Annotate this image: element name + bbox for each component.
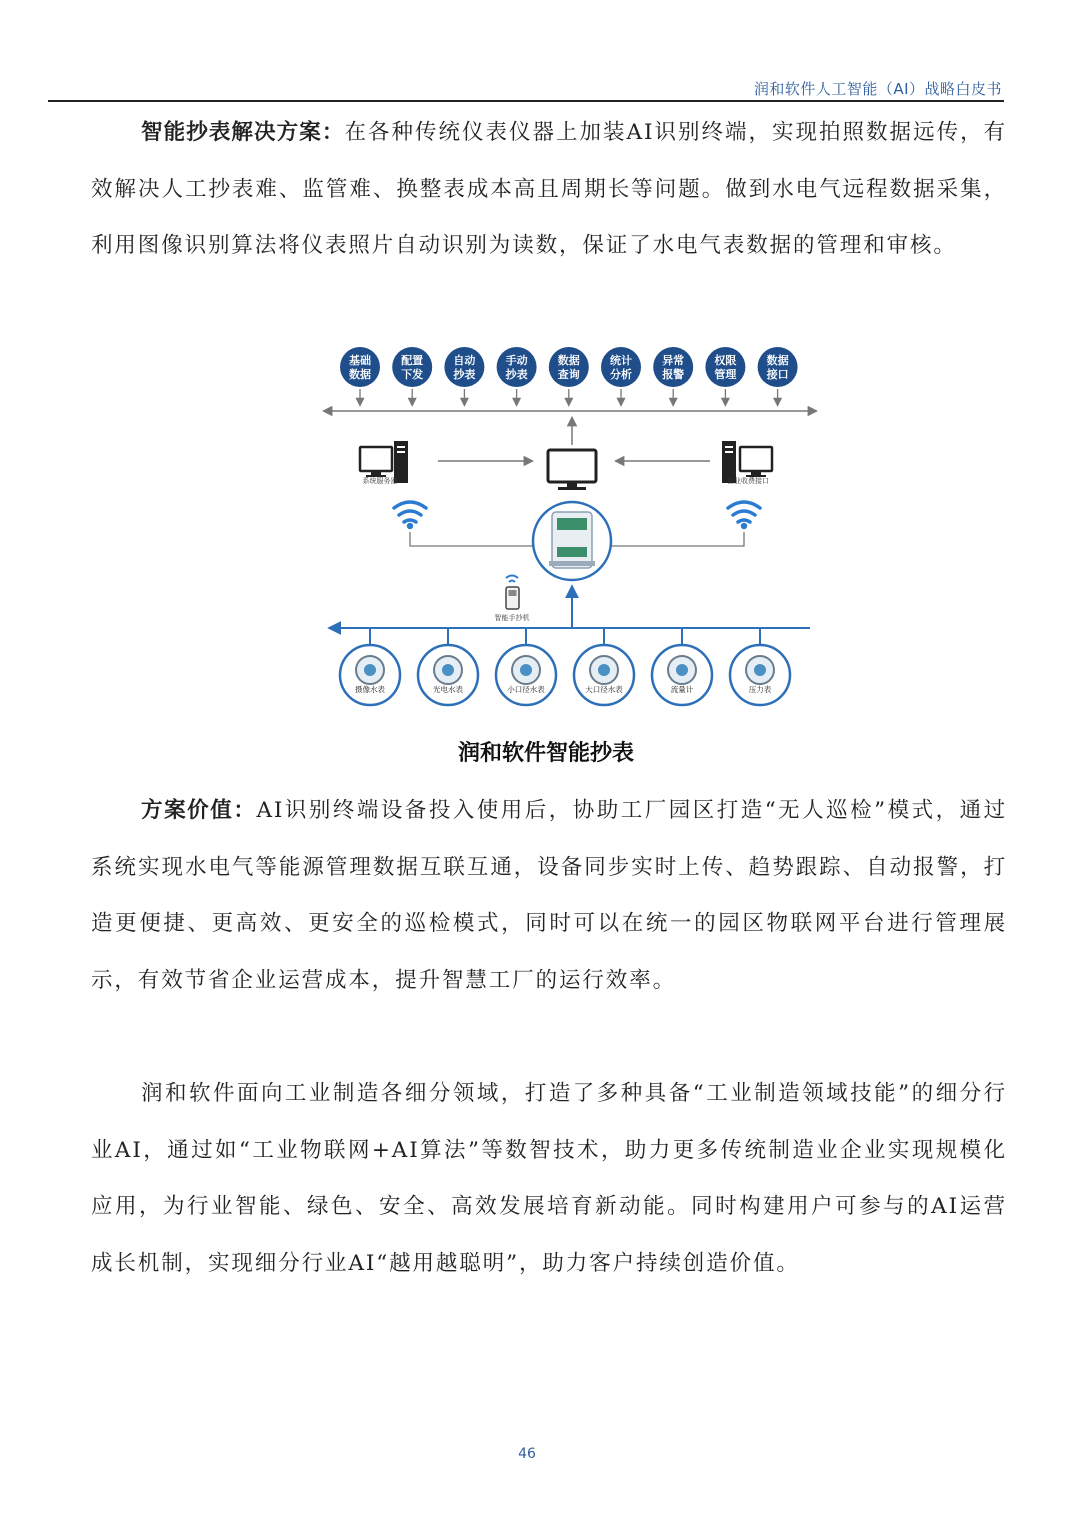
paragraph-industry-ai <box>91 1066 1007 1292</box>
meter-dial-icon <box>754 664 766 676</box>
module-label: 自动 <box>453 354 476 367</box>
module-label: 管理 <box>714 368 737 381</box>
module-数据查询 <box>549 347 589 387</box>
module-label: 抄表 <box>505 368 528 381</box>
module-circle <box>392 347 432 387</box>
module-异常报警 <box>653 347 693 387</box>
header-divider <box>48 100 1004 102</box>
module-label: 权限 <box>714 354 737 367</box>
paragraph-body: 在各种传统仪表仪器上加装AI识别终端，实现拍照数据远传，有效解决人工抄表难、监管难、换整表成本高且周期长等问题。做到水电气远程数据采集，利用图像识别算法将仪表照片自动识别为读数，保证了水电气表数据的管理和审核。 <box>91 120 1007 258</box>
module-label: 数据 <box>557 354 580 367</box>
module-自动抄表 <box>444 347 484 387</box>
meter-流量计 <box>652 628 712 705</box>
module-connectors <box>360 389 778 405</box>
module-label: 数据 <box>349 368 371 381</box>
module-label: 分析 <box>610 368 632 381</box>
meter-dial-icon <box>364 664 376 676</box>
monitor-icon <box>548 450 596 490</box>
meter-大口径水表 <box>574 628 634 705</box>
module-label: 抄表 <box>453 368 476 381</box>
right-wifi-connector <box>610 532 744 546</box>
module-label: 手动 <box>505 354 528 367</box>
module-手动抄表 <box>497 347 537 387</box>
module-label: 下发 <box>401 368 424 381</box>
module-数据接口 <box>758 347 798 387</box>
module-label: 查询 <box>557 368 580 381</box>
meter-小口径水表 <box>496 628 556 705</box>
module-基础数据 <box>340 347 380 387</box>
paragraph-smart-meter-solution <box>91 105 1007 275</box>
module-circle <box>653 347 693 387</box>
header-title: 润和软件人工智能（AI）战略白皮书 <box>753 80 1002 98</box>
meter-摄像水表 <box>340 628 400 705</box>
module-label: 统计 <box>610 354 632 367</box>
ai-terminal-device-icon <box>533 502 611 580</box>
module-label: 数据 <box>766 354 789 367</box>
wifi-icon-left <box>394 502 426 528</box>
module-circle <box>705 347 745 387</box>
meter-label: 摄像水表 <box>355 685 385 694</box>
module-circle <box>758 347 798 387</box>
module-circle <box>497 347 537 387</box>
module-row <box>340 347 798 387</box>
module-配置下发 <box>392 347 432 387</box>
meter-dial-icon <box>520 664 532 676</box>
wifi-icon-right <box>728 502 760 528</box>
handheld-reader-icon <box>506 576 519 610</box>
module-label: 配置 <box>401 354 424 367</box>
figure-caption: 润和软件智能抄表 <box>457 741 634 766</box>
meter-label: 压力表 <box>748 685 772 694</box>
page-number: 46 <box>518 1446 536 1462</box>
module-label: 基础 <box>349 354 371 367</box>
module-label: 报警 <box>662 368 685 381</box>
module-统计分析 <box>601 347 641 387</box>
meter-label: 光电水表 <box>433 685 463 694</box>
meter-label: 流量计 <box>670 685 694 694</box>
billing-label: 营业收费接口 <box>727 477 769 485</box>
meter-光电水表 <box>418 628 478 705</box>
module-circle <box>549 347 589 387</box>
module-circle <box>444 347 484 387</box>
meter-row <box>340 628 790 705</box>
left-wifi-connector <box>410 532 534 546</box>
module-circle <box>601 347 641 387</box>
paragraph-body: 润和软件面向工业制造各细分领域，打造了多种具备“工业制造领域技能”的细分行业AI，通过如“工业物联网+AI算法”等数智技术，助力更多传统制造业企业实现规模化应用，为行业智能、绿色、安全、高效发展培育新动能。同时构建用户可参与的AI运营成长机制，实现细分行业AI“越用越聪明”，助力客户持续创造价值。 <box>91 1081 1007 1276</box>
meter-dial-icon <box>598 664 610 676</box>
meter-dial-icon <box>676 664 688 676</box>
meter-label: 小口径水表 <box>507 685 545 694</box>
module-label: 接口 <box>766 368 789 381</box>
paragraph-solution-value <box>91 783 1007 1009</box>
paragraph-lead: 智能抄表解决方案： <box>141 120 345 145</box>
paragraph-lead: 方案价值： <box>141 798 257 823</box>
server-label: 系统服务器 <box>362 477 398 485</box>
meter-压力表 <box>730 628 790 705</box>
module-circle <box>340 347 380 387</box>
handheld-label: 智能手抄机 <box>494 614 530 622</box>
paragraph-body: AI识别终端设备投入使用后，协助工厂园区打造“无人巡检”模式，通过系统实现水电气等能源管理数据互联互通，设备同步实时上传、趋势跟踪、自动报警，打造更便捷、更高效、更安全的巡检模式，同时可以在统一的园区物联网平台进行管理展示，有效节省企业运营成本，提升智慧工厂的运行效率。 <box>91 798 1007 993</box>
smart-meter-diagram <box>310 335 830 710</box>
module-label: 异常 <box>662 354 685 367</box>
module-权限管理 <box>705 347 745 387</box>
meter-label: 大口径水表 <box>585 685 623 694</box>
meter-dial-icon <box>442 664 454 676</box>
